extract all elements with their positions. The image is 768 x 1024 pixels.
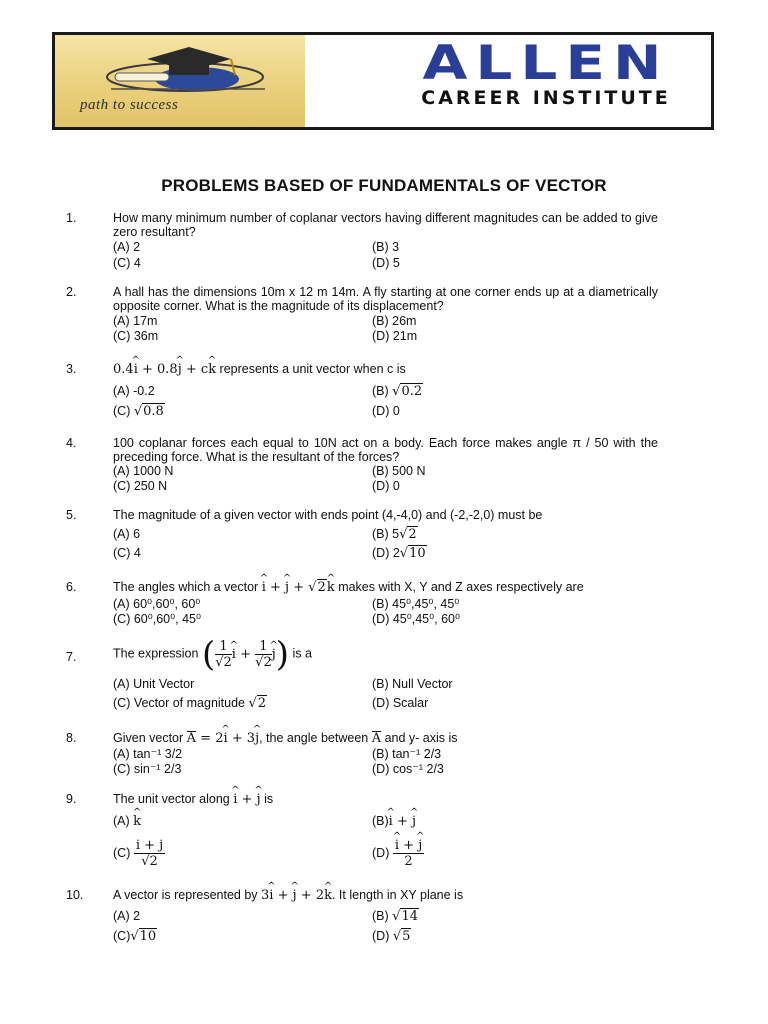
question-number: 5. bbox=[66, 508, 77, 522]
question-number: 9. bbox=[66, 792, 77, 806]
option-c: (C) 36m bbox=[113, 329, 159, 343]
option-d: (D) 0 bbox=[372, 479, 400, 493]
option-c: (C) √0.8 bbox=[113, 404, 164, 419]
question-text: The unit vector along ^ i + ^ j is bbox=[113, 792, 658, 807]
option-c: (C) 4 bbox=[113, 256, 141, 270]
question-text: How many minimum number of coplanar vectors having different magnitudes can be added to give zero resultant? bbox=[113, 211, 658, 239]
option-c: (C) 250 N bbox=[113, 479, 168, 493]
option-b: (B) 5√2 bbox=[372, 527, 417, 542]
option-a: (A) 17m bbox=[113, 314, 158, 328]
option-d: (D) Scalar bbox=[372, 696, 429, 710]
question-number: 1. bbox=[66, 211, 77, 225]
option-b: (B) tan⁻¹ 2/3 bbox=[372, 747, 442, 761]
option-a: (A) 2 bbox=[113, 240, 141, 254]
question-number: 6. bbox=[66, 580, 77, 594]
option-b: (B) √14 bbox=[372, 909, 418, 924]
option-b: (B) √0.2 bbox=[372, 384, 423, 399]
question-number: 7. bbox=[66, 650, 77, 664]
option-a: (A) ^ k bbox=[113, 814, 141, 829]
option-b: (B)^ i + ^ j bbox=[372, 814, 416, 829]
brand-name: ALLEN bbox=[422, 34, 670, 91]
option-a: (A) tan⁻¹ 3/2 bbox=[113, 747, 183, 761]
question-text: The magnitude of a given vector with ends point (4,-4,0) and (-2,-2,0) must be bbox=[113, 508, 543, 522]
option-a: (A) 60⁰,60⁰, 60⁰ bbox=[113, 597, 201, 611]
question-text: Given vector A = 2^ i + 3^ j, the angle between A and y- axis is bbox=[113, 731, 658, 746]
option-b: (B) 26m bbox=[372, 314, 417, 328]
question-number: 2. bbox=[66, 285, 77, 299]
option-d: (D) 0 bbox=[372, 404, 400, 418]
question-number: 4. bbox=[66, 436, 77, 450]
option-c: (C) 60⁰,60⁰, 45⁰ bbox=[113, 612, 201, 626]
vector-expression: 3^ i + ^ j + 2^ k bbox=[261, 888, 332, 903]
question-number: 10. bbox=[66, 888, 84, 902]
option-d: (D) 21m bbox=[372, 329, 418, 343]
vector-expression: ^ i + ^ j + √2^ k bbox=[262, 580, 335, 595]
vector-expression: A = 2^ i + 3^ j bbox=[187, 731, 259, 746]
option-c: (C) sin⁻¹ 2/3 bbox=[113, 762, 182, 776]
option-b: (B) Null Vector bbox=[372, 677, 453, 691]
graduation-cap-logo-icon bbox=[85, 41, 285, 101]
vector-expression: ^ i + ^ j bbox=[233, 792, 260, 807]
option-d: (D) √5 bbox=[372, 929, 411, 944]
question-text: A vector is represented by 3^ i + ^ j + 2^ k. It length in XY plane is bbox=[113, 888, 658, 903]
brand-subtitle: CAREER INSTITUTE bbox=[421, 87, 671, 109]
option-a: (A) 1000 N bbox=[113, 464, 174, 478]
option-b: (B) 45⁰,45⁰, 45⁰ bbox=[372, 597, 460, 611]
option-d: (D) cos⁻¹ 2/3 bbox=[372, 762, 444, 776]
logo-panel bbox=[55, 35, 305, 127]
option-c: (C) $\frac{i + j}{√2}$ bbox=[113, 838, 164, 869]
question-text: 100 coplanar forces each equal to 10N act on a body. Each force makes angle π / 50 with the preceding force. What is the resultant of the forces? bbox=[113, 436, 658, 464]
option-a: (A) Unit Vector bbox=[113, 677, 195, 691]
option-d: (D) 5 bbox=[372, 256, 400, 270]
page-title: PROBLEMS BASED OF FUNDAMENTALS OF VECTOR bbox=[161, 176, 607, 195]
question-text: 0.4^ i + 0.8^ j + c^ k represents a unit vector when c is bbox=[113, 362, 658, 377]
question-number: 3. bbox=[66, 362, 77, 376]
option-c: (C)√10 bbox=[113, 929, 157, 944]
question-number: 8. bbox=[66, 731, 77, 745]
question-text: The angles which a vector ^ i + ^ j + √2^ k makes with X, Y and Z axes respectively are bbox=[113, 580, 658, 595]
option-a: (A) 2 bbox=[113, 909, 141, 923]
option-d: (D) 45⁰,45⁰, 60⁰ bbox=[372, 612, 460, 626]
option-a: (A) -0.2 bbox=[113, 384, 155, 398]
unit-vector-expression: 0.4^ i + 0.8^ j + c^ k bbox=[113, 362, 216, 377]
tagline: path to success bbox=[80, 97, 179, 113]
question-text: The expression ( $\frac{1}{√2}$ ^ i + $\frac{1}{√2}$ ^ j) is a bbox=[113, 637, 658, 671]
option-c: (C) 4 bbox=[113, 546, 141, 560]
header-banner bbox=[52, 32, 714, 130]
option-b: (B) 500 N bbox=[372, 464, 426, 478]
option-b: (B) 3 bbox=[372, 240, 400, 254]
option-d: (D) ^ $\frac{i + \^{} j}{2}$ bbox=[372, 838, 424, 869]
question-text: A hall has the dimensions 10m x 12 m 14m. A fly starting at one corner ends up at a diametrically opposite corner. What is the magnitude of its displacement? bbox=[113, 285, 658, 313]
option-a: (A) 6 bbox=[113, 527, 141, 541]
option-c: (C) Vector of magnitude √2 bbox=[113, 696, 267, 711]
fraction-expression: ( $\frac{1}{√2}$ ^ i + $\frac{1}{√2}$ ^ j) bbox=[202, 647, 289, 662]
option-d: (D) 2√10 bbox=[372, 546, 426, 561]
